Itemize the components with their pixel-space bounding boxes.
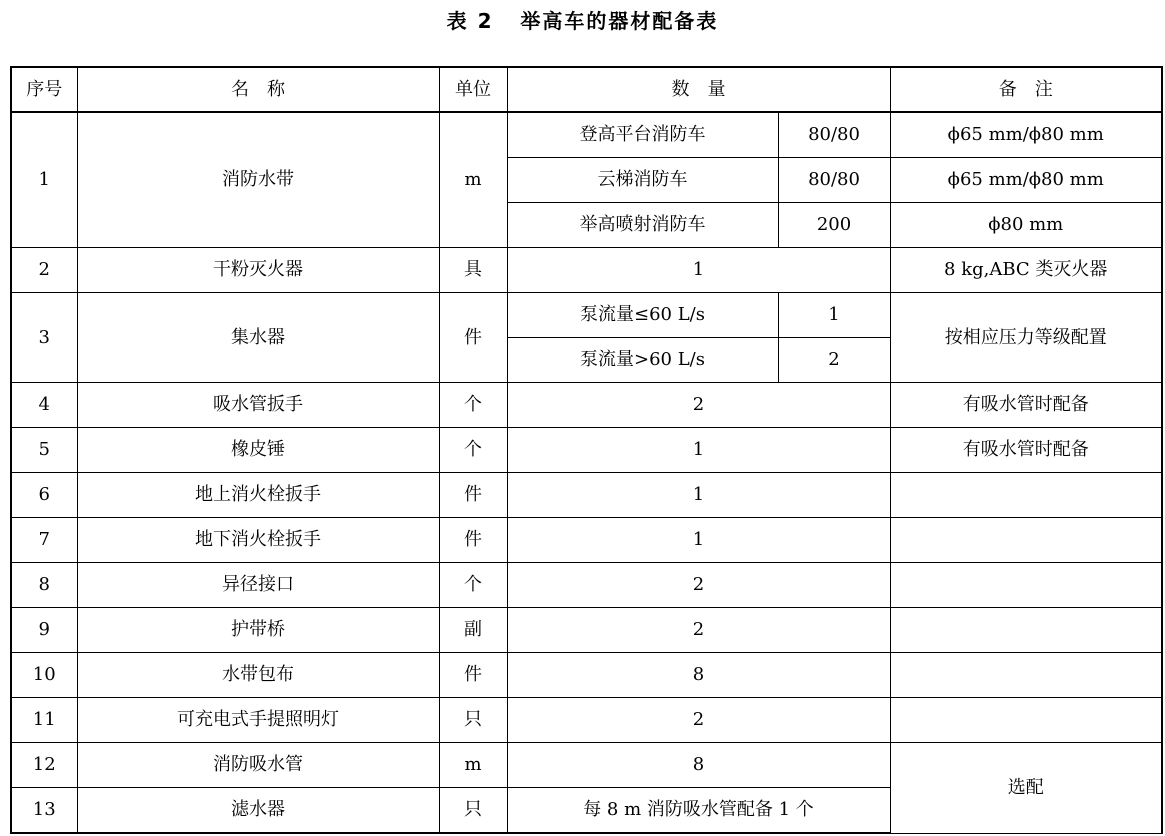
cell-note xyxy=(890,563,1162,608)
cell-name: 消防水带 xyxy=(77,112,439,248)
cell-name: 地下消火栓扳手 xyxy=(77,518,439,563)
cell-note-optional: 选配 xyxy=(890,743,1162,834)
table-row xyxy=(11,248,1162,293)
cell-qty: 1 xyxy=(507,428,890,473)
cell-sub-value: 200 xyxy=(778,203,890,248)
cell-seq: 4 xyxy=(11,383,77,428)
table-row xyxy=(11,518,1162,563)
cell-note: 有吸水管时配备 xyxy=(890,383,1162,428)
cell-sub-label: 泵流量>60 L/s xyxy=(507,338,778,383)
cell-unit: m xyxy=(439,743,507,788)
cell-unit: 件 xyxy=(439,293,507,383)
table-row xyxy=(11,563,1162,608)
header-unit: 单位 xyxy=(439,67,507,112)
cell-unit: 副 xyxy=(439,608,507,653)
cell-name: 吸水管扳手 xyxy=(77,383,439,428)
table-row xyxy=(11,743,1162,788)
cell-qty: 2 xyxy=(507,563,890,608)
cell-sub-value: 1 xyxy=(778,293,890,338)
cell-note: 8 kg,ABC 类灭火器 xyxy=(890,248,1162,293)
cell-qty: 1 xyxy=(507,518,890,563)
cell-qty: 2 xyxy=(507,698,890,743)
table-title: 表 2 举高车的器材配备表 xyxy=(446,9,719,33)
cell-note: ϕ80 mm xyxy=(890,203,1162,248)
cell-unit: 个 xyxy=(439,563,507,608)
cell-name: 橡皮锤 xyxy=(77,428,439,473)
header-seq: 序号 xyxy=(11,67,77,112)
equipment-table xyxy=(10,66,1163,834)
cell-sub-label: 泵流量≤60 L/s xyxy=(507,293,778,338)
header-name: 名 称 xyxy=(77,67,439,112)
cell-unit: 具 xyxy=(439,248,507,293)
header-qty: 数 量 xyxy=(507,67,890,112)
cell-name: 滤水器 xyxy=(77,788,439,834)
cell-seq: 6 xyxy=(11,473,77,518)
cell-sub-label: 登高平台消防车 xyxy=(507,112,778,158)
cell-qty: 8 xyxy=(507,653,890,698)
cell-name: 水带包布 xyxy=(77,653,439,698)
cell-sub-label: 举高喷射消防车 xyxy=(507,203,778,248)
table-row xyxy=(11,383,1162,428)
cell-seq: 8 xyxy=(11,563,77,608)
cell-unit: 个 xyxy=(439,428,507,473)
cell-note: 按相应压力等级配置 xyxy=(890,293,1162,383)
cell-note: 有吸水管时配备 xyxy=(890,428,1162,473)
cell-name: 集水器 xyxy=(77,293,439,383)
table-header-row xyxy=(11,67,1162,112)
cell-unit: 只 xyxy=(439,788,507,834)
table-row xyxy=(11,473,1162,518)
cell-name: 异径接口 xyxy=(77,563,439,608)
cell-note xyxy=(890,518,1162,563)
cell-seq: 7 xyxy=(11,518,77,563)
table-row xyxy=(11,428,1162,473)
cell-note xyxy=(890,473,1162,518)
cell-seq: 3 xyxy=(11,293,77,383)
cell-unit: m xyxy=(439,112,507,248)
cell-qty: 1 xyxy=(507,248,890,293)
cell-qty: 每 8 m 消防吸水管配备 1 个 xyxy=(507,788,890,834)
cell-note: ϕ65 mm/ϕ80 mm xyxy=(890,158,1162,203)
cell-seq: 2 xyxy=(11,248,77,293)
cell-unit: 个 xyxy=(439,383,507,428)
cell-qty: 2 xyxy=(507,383,890,428)
cell-name: 护带桥 xyxy=(77,608,439,653)
cell-seq: 13 xyxy=(11,788,77,834)
cell-note xyxy=(890,698,1162,743)
table-row xyxy=(11,608,1162,653)
cell-unit: 件 xyxy=(439,473,507,518)
cell-qty: 2 xyxy=(507,608,890,653)
table-row xyxy=(11,698,1162,743)
cell-qty: 8 xyxy=(507,743,890,788)
cell-note xyxy=(890,653,1162,698)
table-row xyxy=(11,653,1162,698)
cell-note: ϕ65 mm/ϕ80 mm xyxy=(890,112,1162,158)
cell-qty: 1 xyxy=(507,473,890,518)
cell-sub-value: 80/80 xyxy=(778,112,890,158)
cell-seq: 12 xyxy=(11,743,77,788)
cell-sub-value: 80/80 xyxy=(778,158,890,203)
cell-unit: 件 xyxy=(439,653,507,698)
cell-name: 干粉灭火器 xyxy=(77,248,439,293)
cell-seq: 9 xyxy=(11,608,77,653)
cell-seq: 10 xyxy=(11,653,77,698)
header-note: 备 注 xyxy=(890,67,1162,112)
cell-sub-value: 2 xyxy=(778,338,890,383)
cell-seq: 5 xyxy=(11,428,77,473)
cell-note xyxy=(890,608,1162,653)
cell-seq: 1 xyxy=(11,112,77,248)
cell-name: 地上消火栓扳手 xyxy=(77,473,439,518)
cell-unit: 只 xyxy=(439,698,507,743)
cell-seq: 11 xyxy=(11,698,77,743)
cell-name: 消防吸水管 xyxy=(77,743,439,788)
table-row xyxy=(11,293,1162,338)
cell-name: 可充电式手提照明灯 xyxy=(77,698,439,743)
cell-sub-label: 云梯消防车 xyxy=(507,158,778,203)
cell-unit: 件 xyxy=(439,518,507,563)
table-row xyxy=(11,112,1162,158)
